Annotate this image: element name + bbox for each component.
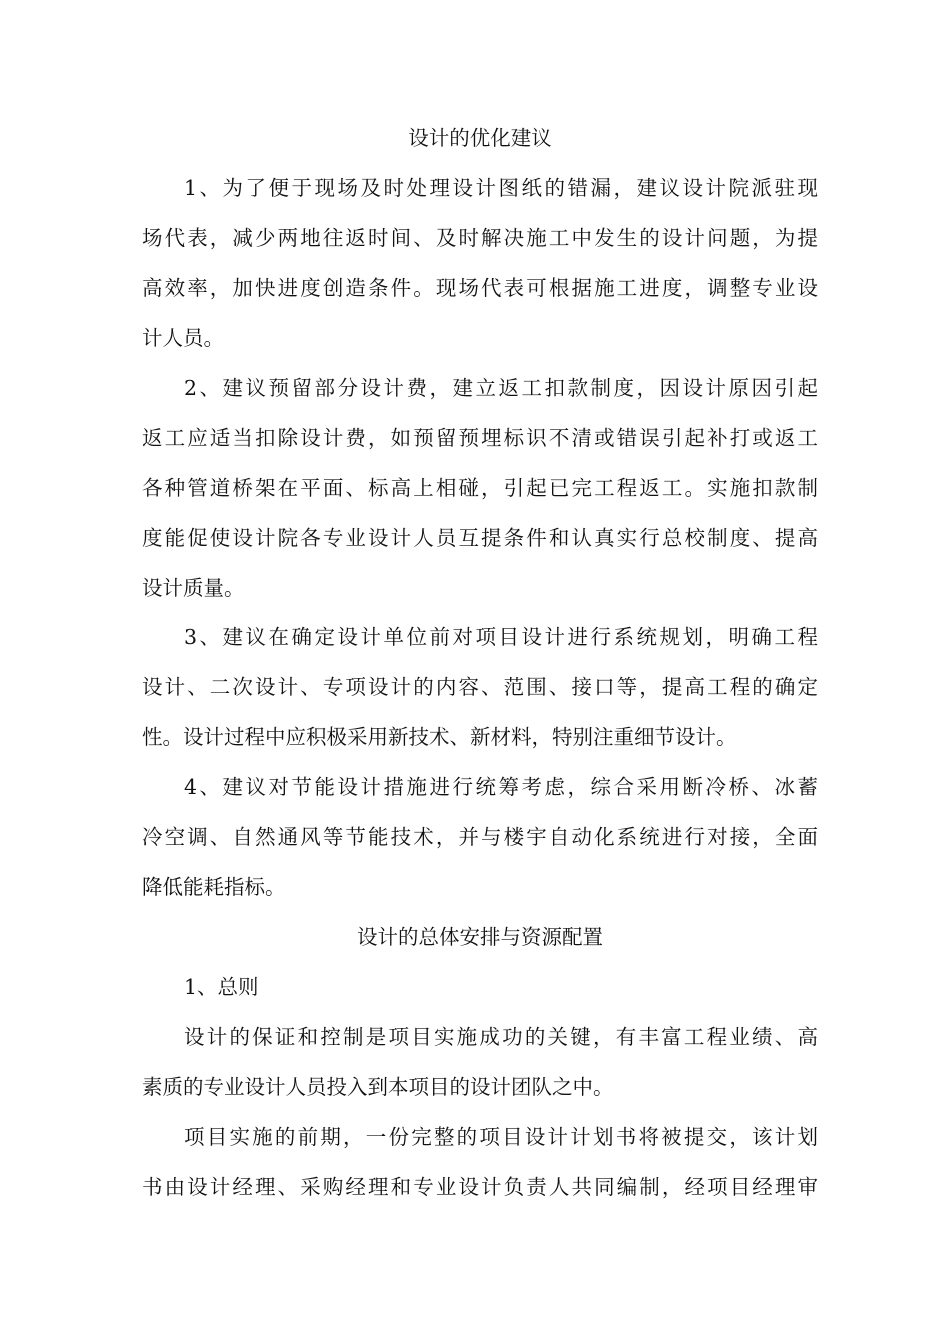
paragraph-4-line-3: 降低能耗指标。 bbox=[142, 875, 286, 899]
paragraph-5-line-2: 素质的专业设计人员投入到本项目的设计团队之中。 bbox=[142, 1075, 614, 1099]
paragraph-3-line-1: 3、建议在确定设计单位前对项目设计进行系统规划，明确工程 bbox=[184, 625, 818, 649]
paragraph-5-line-1: 设计的保证和控制是项目实施成功的关键，有丰富工程业绩、高 bbox=[184, 1025, 818, 1049]
paragraph-3-line-3: 性。设计过程中应积极采用新技术、新材料，特别注重细节设计。 bbox=[142, 725, 737, 749]
paragraph-1-line-2: 场代表，减少两地往返时间、及时解决施工中发生的设计问题，为提 bbox=[142, 226, 818, 250]
paragraph-2-line-1: 2、建议预留部分设计费，建立返工扣款制度，因设计原因引起 bbox=[184, 376, 818, 400]
paragraph-1-line-3: 高效率，加快进度创造条件。现场代表可根据施工进度，调整专业设 bbox=[142, 276, 818, 300]
paragraph-4-line-2: 冷空调、自然通风等节能技术，并与楼宇自动化系统进行对接，全面 bbox=[142, 825, 818, 849]
paragraph-2-line-3: 各种管道桥架在平面、标高上相碰，引起已完工程返工。实施扣款制 bbox=[142, 476, 818, 500]
subheading-general: 1、总则 bbox=[184, 975, 259, 999]
paragraph-6-line-1: 项目实施的前期，一份完整的项目设计计划书将被提交，该计划 bbox=[184, 1125, 818, 1149]
paragraph-2-line-2: 返工应适当扣除设计费，如预留预埋标识不清或错误引起补打或返工 bbox=[142, 426, 818, 450]
paragraph-3-line-2: 设计、二次设计、专项设计的内容、范围、接口等，提高工程的确定 bbox=[142, 675, 818, 699]
paragraph-2-line-4: 度能促使设计院各专业设计人员互提条件和认真实行总校制度、提高 bbox=[142, 526, 818, 550]
paragraph-6-line-2: 书由设计经理、采购经理和专业设计负责人共同编制，经项目经理审 bbox=[142, 1175, 818, 1199]
paragraph-2-line-5: 设计质量。 bbox=[142, 576, 245, 600]
paragraph-1-line-4: 计人员。 bbox=[142, 326, 224, 350]
paragraph-4-line-1: 4、建议对节能设计措施进行统筹考虑，综合采用断冷桥、冰蓄 bbox=[184, 775, 818, 799]
paragraph-1-line-1: 1、为了便于现场及时处理设计图纸的错漏，建议设计院派驻现 bbox=[184, 176, 818, 200]
section-title-optimization: 设计的优化建议 bbox=[408, 126, 552, 150]
section-title-arrangement: 设计的总体安排与资源配置 bbox=[357, 925, 603, 949]
